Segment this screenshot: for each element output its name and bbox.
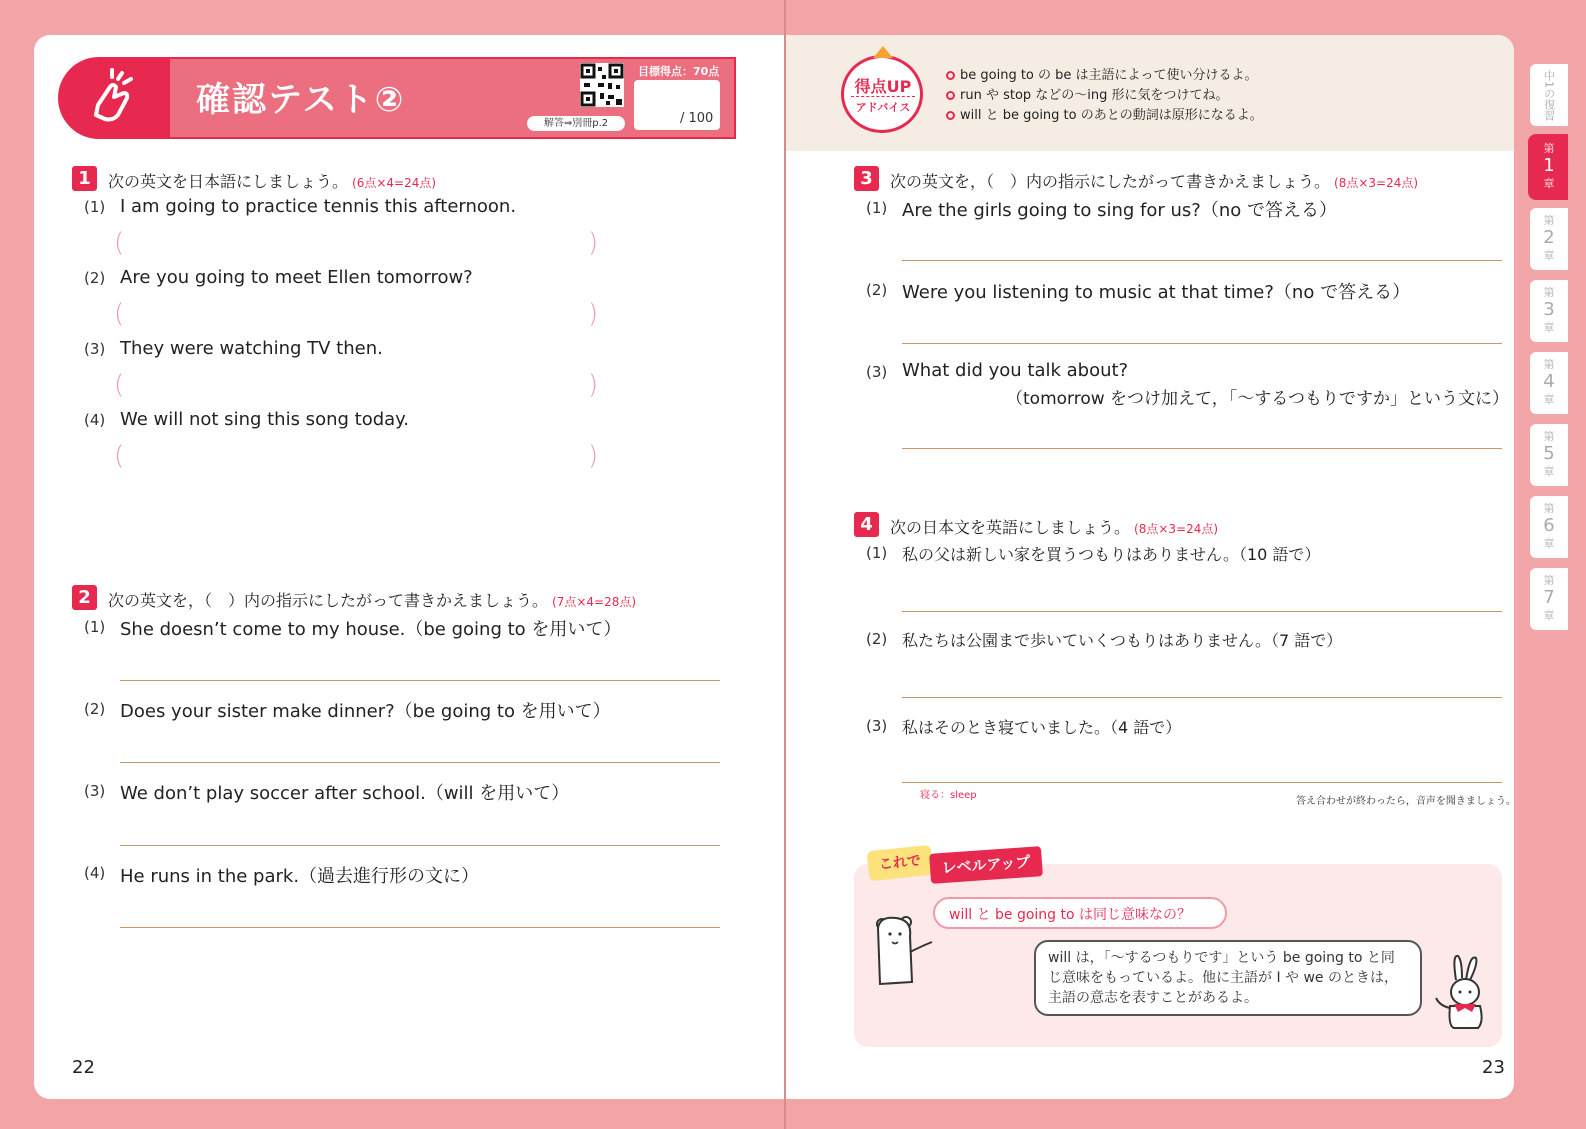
question-instruction [890, 515, 1218, 538]
item-text: Were you listening to music at that time?（no で答える） [902, 282, 1411, 303]
up-arrow-icon [873, 46, 893, 58]
question-number: 2 [72, 585, 97, 610]
tab-label: 中1の復習 [1542, 70, 1556, 121]
question-number: 3 [854, 166, 879, 191]
tab-label: 第 [1543, 142, 1555, 155]
page-title: 確認テスト② [196, 80, 406, 120]
answer-line[interactable] [902, 260, 1502, 261]
points-label: (8点×3=24点) [1134, 522, 1219, 536]
tab-label: 第 [1543, 574, 1555, 587]
tab-number: 5 [1543, 443, 1555, 465]
advice-tip [946, 84, 1229, 103]
chapter-tab-review[interactable] [1528, 62, 1568, 128]
answer-line[interactable] [120, 680, 720, 681]
tab-number: 2 [1543, 227, 1555, 249]
question-number: 1 [72, 166, 97, 191]
chapter-tab-1[interactable] [1528, 134, 1568, 200]
audio-note: 答え合わせが終わったら，音声を聞きましょう。 [1296, 796, 1516, 807]
instruction-text: 次の英文を，（ ）内の指示にしたがって書きかえましょう。 [890, 172, 1331, 191]
item-text: Does your sister make dinner?（be going to を用いて） [120, 701, 611, 722]
chapter-tab-2[interactable] [1528, 206, 1568, 272]
answer-line[interactable] [120, 927, 720, 928]
instruction-text: 次の日本文を英語にしましょう。 [890, 518, 1131, 537]
tab-label: 第 [1543, 430, 1555, 443]
item-number: (3) [84, 782, 106, 800]
item-text: I am going to practice tennis this afternoon. [120, 196, 517, 217]
tab-label: 第 [1543, 502, 1555, 515]
left-page [34, 35, 784, 1099]
bullet-icon [946, 91, 955, 100]
answer-paren-open: ( [114, 441, 125, 471]
tab-suffix: 章 [1543, 608, 1555, 622]
answer-line[interactable] [120, 845, 720, 846]
item-number: (2) [866, 630, 888, 648]
item-number: (3) [866, 363, 888, 381]
answer-line[interactable] [902, 448, 1502, 449]
chapter-tab-5[interactable] [1528, 422, 1568, 488]
item-text: Are you going to meet Ellen tomorrow? [120, 267, 473, 288]
answer-reference: 解答⇒別冊p.2 [527, 116, 625, 131]
tab-suffix: 章 [1543, 320, 1555, 334]
page-number-left: 22 [72, 1057, 95, 1078]
answer-paren-close: ) [588, 370, 599, 400]
item-number: (3) [84, 340, 106, 358]
question-number: 4 [854, 512, 879, 537]
tab-suffix: 章 [1543, 536, 1555, 550]
advice-tip [946, 104, 1263, 123]
item-number: (2) [84, 269, 106, 287]
answer-bubble: will は，「〜するつもりです」という be going to と同じ意味をもっているよ。他に主語が I や we のときは，主語の意志を表すことがあるよ。 [1034, 940, 1422, 1016]
bullet-icon [946, 71, 955, 80]
vocab-hint: 寝る：sleep [920, 790, 977, 801]
question-instruction [108, 588, 636, 611]
tab-suffix: 章 [1543, 464, 1555, 478]
item-text: 私の父は新しい家を買うつもりはありません。（10 語で） [902, 545, 1321, 564]
answer-paren-close: ) [588, 228, 599, 258]
item-text: He runs in the park.（過去進行形の文に） [120, 866, 480, 887]
tip-text: run や stop などの〜ing 形に気をつけてね。 [960, 88, 1229, 103]
pointing-hand-icon [58, 57, 170, 139]
advice-title: 得点UP [854, 77, 912, 96]
item-number: (1) [866, 544, 888, 562]
item-text: What did you talk about? [902, 360, 1129, 381]
answer-line[interactable] [902, 697, 1502, 698]
answer-paren-close: ) [588, 441, 599, 471]
points-label: (8点×3=24点) [1334, 176, 1419, 190]
item-number: (3) [866, 717, 888, 735]
level-up-title: レベルアップ [929, 846, 1043, 884]
instruction-text: 次の英文を日本語にしましょう。 [108, 172, 349, 191]
chapter-tab-3[interactable] [1528, 278, 1568, 344]
answer-paren-open: ( [114, 228, 125, 258]
points-label: (6点×4=24点) [352, 176, 437, 190]
bullet-icon [946, 111, 955, 120]
page-number-right: 23 [1482, 1057, 1505, 1078]
tab-number: 3 [1543, 299, 1555, 321]
item-text: Are the girls going to sing for us?（no で答える） [902, 200, 1337, 221]
item-note: （tomorrow をつけ加えて，「〜するつもりですか」という文に） [1006, 389, 1510, 409]
answer-line[interactable] [902, 782, 1502, 783]
bear-illustration-icon [872, 912, 938, 986]
tab-label: 第 [1543, 286, 1555, 299]
item-number: (4) [84, 864, 106, 882]
qr-code-icon[interactable] [580, 63, 624, 107]
book-spine [784, 0, 786, 1129]
tab-label: 第 [1543, 214, 1555, 227]
item-text: We don’t play soccer after school.（will を用いて） [120, 783, 570, 804]
tip-text: be going to の be は主語によって使い分けるよ。 [960, 68, 1258, 83]
answer-paren-open: ( [114, 299, 125, 329]
tab-label: 第 [1543, 358, 1555, 371]
chapter-tab-7[interactable] [1528, 566, 1568, 632]
score-total: / 100 [680, 111, 714, 126]
tab-number: 1 [1543, 155, 1555, 177]
item-text: We will not sing this song today. [120, 409, 409, 430]
advice-tip [946, 64, 1258, 83]
question-instruction [108, 169, 436, 192]
tab-suffix: 章 [1543, 248, 1555, 262]
tab-number: 7 [1543, 587, 1555, 609]
tip-text: will と be going to のあとの動詞は原形になるよ。 [960, 108, 1263, 123]
chapter-tab-6[interactable] [1528, 494, 1568, 560]
target-score: 目標得点：70点 [638, 65, 720, 78]
item-text: 私たちは公園まで歩いていくつもりはありません。（7 語で） [902, 631, 1343, 650]
answer-paren-open: ( [114, 370, 125, 400]
item-number: (1) [866, 199, 888, 217]
answer-paren-close: ) [588, 299, 599, 329]
question-bubble: will と be going to は同じ意味なの？ [933, 897, 1227, 929]
tab-suffix: 章 [1543, 392, 1555, 406]
tab-number: 4 [1543, 371, 1555, 393]
item-number: (2) [866, 281, 888, 299]
chapter-tab-4[interactable] [1528, 350, 1568, 416]
item-text: She doesn’t come to my house.（be going to を用いて） [120, 619, 622, 640]
answer-line[interactable] [120, 762, 720, 763]
level-up-tag: これで [867, 845, 934, 882]
points-label: (7点×4=28点) [552, 595, 637, 609]
title-pill [58, 57, 170, 139]
item-number: (4) [84, 411, 106, 429]
answer-line[interactable] [902, 611, 1502, 612]
tab-suffix: 章 [1543, 176, 1555, 190]
question-instruction [890, 169, 1418, 192]
item-number: (1) [84, 198, 106, 216]
tab-number: 6 [1543, 515, 1555, 537]
item-number: (1) [84, 618, 106, 636]
instruction-text: 次の英文を，（ ）内の指示にしたがって書きかえましょう。 [108, 591, 549, 610]
advice-subtitle: アドバイス [851, 96, 915, 115]
rabbit-illustration-icon [1432, 950, 1492, 1030]
answer-line[interactable] [902, 343, 1502, 344]
item-text: 私はそのとき寝ていました。（4 語で） [902, 718, 1182, 737]
item-number: (2) [84, 700, 106, 718]
item-text: They were watching TV then. [120, 338, 383, 359]
